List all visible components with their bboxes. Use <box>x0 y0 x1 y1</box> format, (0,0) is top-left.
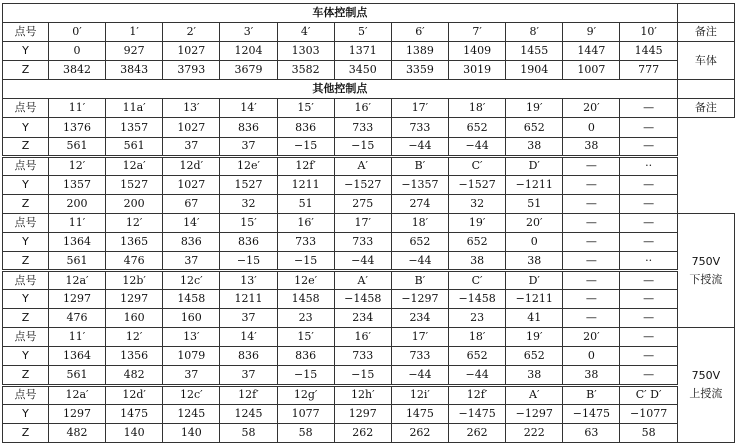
table-cell: ·· <box>620 156 677 175</box>
table-cell: −15 <box>277 252 334 271</box>
table-cell: 9′ <box>563 23 620 42</box>
table-cell: — <box>563 271 620 290</box>
table-cell: — <box>563 290 620 309</box>
table-cell: 1527 <box>106 175 163 194</box>
table-cell: 12c′ <box>163 385 220 404</box>
table-cell: 733 <box>334 118 391 137</box>
table-cell: — <box>563 156 620 175</box>
row-label: Z <box>3 61 49 80</box>
table-cell: −44 <box>391 366 448 385</box>
section-title: 其他控制点 <box>3 80 678 99</box>
table-cell: 0 <box>48 42 105 61</box>
table-row <box>3 194 735 213</box>
table-cell: 1211 <box>220 290 277 309</box>
table-cell: 12f′ <box>277 156 334 175</box>
remark-cell <box>677 213 734 327</box>
table-cell: 17′ <box>391 99 448 118</box>
table-cell: −1475 <box>449 404 506 423</box>
table-cell: C′ D′ <box>620 385 677 404</box>
table-cell: 12b′ <box>106 271 163 290</box>
table-cell: 11′ <box>48 328 105 347</box>
table-cell: 14′ <box>220 99 277 118</box>
row-label: Y <box>3 118 49 137</box>
table-cell: −44 <box>334 252 391 271</box>
table-row <box>3 175 735 194</box>
row-label: Z <box>3 194 49 213</box>
row-label: 点号 <box>3 328 49 347</box>
table-cell: — <box>620 309 677 328</box>
table-cell: — <box>620 366 677 385</box>
table-cell: 12′ <box>48 156 105 175</box>
table-cell: 38 <box>563 137 620 156</box>
table-cell: 1475 <box>391 404 448 423</box>
table-cell: 12a′ <box>48 271 105 290</box>
table-cell: 836 <box>163 232 220 251</box>
table-cell: — <box>620 328 677 347</box>
table-cell: −15 <box>277 137 334 156</box>
remark-line: 750V <box>691 254 721 268</box>
table-cell: 12a′ <box>48 385 105 404</box>
table-row <box>3 271 735 290</box>
remark-header: 备注 <box>677 99 734 118</box>
remark-cell <box>677 328 734 443</box>
table-cell: 836 <box>277 347 334 366</box>
table-cell: 12d′ <box>106 385 163 404</box>
table-cell: — <box>620 347 677 366</box>
table-cell: 1303 <box>277 42 334 61</box>
table-cell: 12e′ <box>277 271 334 290</box>
table-cell: 476 <box>48 309 105 328</box>
table-cell: 58 <box>620 423 677 442</box>
row-label: Z <box>3 423 49 442</box>
table-cell: 4′ <box>277 23 334 42</box>
table-cell: −1475 <box>563 404 620 423</box>
table-cell: 3842 <box>48 61 105 80</box>
table-cell: −44 <box>391 252 448 271</box>
table-cell: 561 <box>106 137 163 156</box>
table-cell: 38 <box>506 366 563 385</box>
table-cell: — <box>620 137 677 156</box>
table-row <box>3 118 735 137</box>
table-cell: 16′ <box>334 99 391 118</box>
table-cell: 1357 <box>106 118 163 137</box>
table-cell: — <box>620 194 677 213</box>
table-cell: 38 <box>506 252 563 271</box>
row-label: Y <box>3 347 49 366</box>
table-row <box>3 423 735 442</box>
table-cell: 200 <box>106 194 163 213</box>
table-cell: 1204 <box>220 42 277 61</box>
table-cell: 16′ <box>334 328 391 347</box>
row-label: Y <box>3 232 49 251</box>
table-cell: 37 <box>220 366 277 385</box>
table-cell: 836 <box>220 118 277 137</box>
table-cell: 37 <box>163 252 220 271</box>
table-cell: 12d′ <box>163 156 220 175</box>
table-cell: 274 <box>391 194 448 213</box>
table-cell: 234 <box>334 309 391 328</box>
table-cell: −15 <box>220 252 277 271</box>
table-cell: 836 <box>220 347 277 366</box>
table-cell: 476 <box>106 252 163 271</box>
table-cell: 0′ <box>48 23 105 42</box>
table-cell: D′ <box>506 271 563 290</box>
table-cell: 18′ <box>449 328 506 347</box>
table-cell: 1356 <box>106 347 163 366</box>
table-cell: B′ <box>391 156 448 175</box>
table-cell: 10′ <box>620 23 677 42</box>
table-cell: — <box>563 213 620 232</box>
table-cell: 1409 <box>449 42 506 61</box>
table-row <box>3 80 735 99</box>
table-cell: 12a′ <box>106 156 163 175</box>
table-cell: 733 <box>334 347 391 366</box>
table-cell: D′ <box>506 156 563 175</box>
table-cell: 1007 <box>563 61 620 80</box>
table-cell: 0 <box>563 118 620 137</box>
row-label: Z <box>3 252 49 271</box>
table-cell: 7′ <box>449 23 506 42</box>
table-cell: 19′ <box>449 213 506 232</box>
table-cell: 12g′ <box>277 385 334 404</box>
table-cell: 12h′ <box>334 385 391 404</box>
table-cell: 733 <box>391 347 448 366</box>
row-label: 点号 <box>3 385 49 404</box>
table-cell: 51 <box>277 194 334 213</box>
table-cell: — <box>563 194 620 213</box>
table-cell: 1027 <box>163 42 220 61</box>
table-cell: 927 <box>106 42 163 61</box>
table-cell: 140 <box>106 423 163 442</box>
table-cell: B′ <box>391 271 448 290</box>
table-cell: — <box>620 290 677 309</box>
table-cell: −1527 <box>334 175 391 194</box>
row-label: 点号 <box>3 271 49 290</box>
table-cell: 11′ <box>48 99 105 118</box>
table-cell: A′ <box>506 385 563 404</box>
table-cell: 12e′ <box>220 156 277 175</box>
table-cell: 20′ <box>563 328 620 347</box>
table-cell: 37 <box>220 309 277 328</box>
table-cell: 1′ <box>106 23 163 42</box>
table-cell: 8′ <box>506 23 563 42</box>
table-cell: 1027 <box>163 175 220 194</box>
remark-header-blank <box>677 80 734 99</box>
table-cell: 652 <box>506 118 563 137</box>
table-cell: 20′ <box>563 99 620 118</box>
table-cell: — <box>563 252 620 271</box>
row-label: Z <box>3 366 49 385</box>
table-cell: 12f′ <box>220 385 277 404</box>
table-row <box>3 385 735 404</box>
table-cell: 15′ <box>277 99 334 118</box>
table-cell: 2′ <box>163 23 220 42</box>
table-cell: 262 <box>334 423 391 442</box>
table-cell: 200 <box>48 194 105 213</box>
table-cell: 14′ <box>220 328 277 347</box>
table-cell: 12′ <box>106 328 163 347</box>
table-cell: 1211 <box>277 175 334 194</box>
table-cell: −1297 <box>506 404 563 423</box>
table-cell: 1364 <box>48 347 105 366</box>
table-cell: — <box>563 309 620 328</box>
table-cell: −1357 <box>391 175 448 194</box>
table-cell: 37 <box>163 366 220 385</box>
table-cell: 652 <box>506 347 563 366</box>
table-cell: 1297 <box>48 290 105 309</box>
table-cell: 12f′ <box>449 385 506 404</box>
table-cell: 1458 <box>163 290 220 309</box>
row-label: 点号 <box>3 156 49 175</box>
table-cell: 6′ <box>391 23 448 42</box>
table-row <box>3 309 735 328</box>
table-row <box>3 61 735 80</box>
table-cell: — <box>620 99 677 118</box>
table-cell: 58 <box>220 423 277 442</box>
table-cell: 17′ <box>334 213 391 232</box>
table-cell: — <box>563 232 620 251</box>
table-cell: −1077 <box>620 404 677 423</box>
table-cell: 1455 <box>506 42 563 61</box>
table-cell: 23 <box>449 309 506 328</box>
table-cell: −1211 <box>506 290 563 309</box>
table-cell: B′ <box>563 385 620 404</box>
row-label: Y <box>3 175 49 194</box>
row-label: 点号 <box>3 213 49 232</box>
table-cell: 1475 <box>106 404 163 423</box>
table-cell: 20′ <box>506 213 563 232</box>
table-row <box>3 252 735 271</box>
table-cell: −44 <box>391 137 448 156</box>
table-cell: 1357 <box>48 175 105 194</box>
table-cell: 262 <box>391 423 448 442</box>
table-cell: 1527 <box>220 175 277 194</box>
table-cell: 5′ <box>334 23 391 42</box>
table-cell: 15′ <box>277 328 334 347</box>
remark-header: 备注 <box>677 23 734 42</box>
row-label: Z <box>3 309 49 328</box>
table-cell: 18′ <box>391 213 448 232</box>
table-cell: 58 <box>277 423 334 442</box>
table-cell: 3679 <box>220 61 277 80</box>
table-cell: — <box>620 271 677 290</box>
table-cell: 1297 <box>334 404 391 423</box>
table-cell: 37 <box>220 137 277 156</box>
table-cell: 836 <box>220 232 277 251</box>
table-cell: 275 <box>334 194 391 213</box>
table-cell: 0 <box>506 232 563 251</box>
table-cell: A′ <box>334 271 391 290</box>
table-cell: 1297 <box>106 290 163 309</box>
table-cell: 12i′ <box>391 385 448 404</box>
table-cell: 482 <box>106 366 163 385</box>
table-cell: 16′ <box>277 213 334 232</box>
table-row <box>3 290 735 309</box>
table-cell: 1371 <box>334 42 391 61</box>
table-cell: 561 <box>48 137 105 156</box>
table-cell: 32 <box>449 194 506 213</box>
table-cell: 482 <box>48 423 105 442</box>
table-row <box>3 156 735 175</box>
table-cell: −1458 <box>449 290 506 309</box>
table-cell: 18′ <box>449 99 506 118</box>
table-row <box>3 42 735 61</box>
table-row <box>3 23 735 42</box>
table-cell: 1389 <box>391 42 448 61</box>
table-cell: 38 <box>506 137 563 156</box>
remark-cell: 车体 <box>677 42 734 80</box>
control-points-table <box>2 3 735 443</box>
table-cell: 17′ <box>391 328 448 347</box>
row-label: Y <box>3 404 49 423</box>
table-cell: −44 <box>449 137 506 156</box>
table-cell: 234 <box>391 309 448 328</box>
table-cell: 3′ <box>220 23 277 42</box>
row-label: Z <box>3 137 49 156</box>
table-row <box>3 99 735 118</box>
table-cell: — <box>620 232 677 251</box>
table-cell: 1445 <box>620 42 677 61</box>
table-cell: 1376 <box>48 118 105 137</box>
table-cell: 777 <box>620 61 677 80</box>
table-cell: 67 <box>163 194 220 213</box>
table-cell: −1458 <box>334 290 391 309</box>
table-cell: 13′ <box>163 99 220 118</box>
table-cell: 12c′ <box>163 271 220 290</box>
table-cell: −1527 <box>449 175 506 194</box>
table-cell: A′ <box>334 156 391 175</box>
table-row <box>3 232 735 251</box>
table-cell: −15 <box>277 366 334 385</box>
remark-line: 下授流 <box>689 272 723 286</box>
table-cell: 652 <box>449 347 506 366</box>
table-cell: 652 <box>391 232 448 251</box>
table-cell: 11′ <box>48 213 105 232</box>
table-cell: 561 <box>48 252 105 271</box>
table-cell: 1364 <box>48 232 105 251</box>
table-cell: 38 <box>563 366 620 385</box>
section-title: 车体控制点 <box>3 4 678 23</box>
table-cell: 1365 <box>106 232 163 251</box>
row-label: 点号 <box>3 99 49 118</box>
table-cell: 733 <box>391 118 448 137</box>
table-cell: 32 <box>220 194 277 213</box>
table-cell: −44 <box>449 366 506 385</box>
table-cell: 262 <box>449 423 506 442</box>
table-cell: 19′ <box>506 99 563 118</box>
table-cell: 160 <box>163 309 220 328</box>
table-cell: — <box>620 175 677 194</box>
table-row <box>3 328 735 347</box>
table-cell: C′ <box>449 156 506 175</box>
table-cell: 1027 <box>163 118 220 137</box>
table-cell: 733 <box>334 232 391 251</box>
table-cell: 38 <box>449 252 506 271</box>
table-cell: 1447 <box>563 42 620 61</box>
table-cell: — <box>563 175 620 194</box>
table-row <box>3 213 735 232</box>
table-cell: 733 <box>277 232 334 251</box>
row-label: Y <box>3 290 49 309</box>
row-label: 点号 <box>3 23 49 42</box>
table-cell: 1245 <box>220 404 277 423</box>
table-cell: 15′ <box>220 213 277 232</box>
remark-line: 750V <box>691 369 721 383</box>
table-cell: 11a′ <box>106 99 163 118</box>
table-row <box>3 366 735 385</box>
table-cell: −1297 <box>391 290 448 309</box>
table-cell: 652 <box>449 232 506 251</box>
table-cell: 160 <box>106 309 163 328</box>
row-label: Y <box>3 42 49 61</box>
table-row <box>3 404 735 423</box>
table-cell: 37 <box>163 137 220 156</box>
table-cell: 1079 <box>163 347 220 366</box>
table-cell: — <box>620 213 677 232</box>
table-cell: 13′ <box>163 328 220 347</box>
table-cell: −15 <box>334 366 391 385</box>
table-cell: 1904 <box>506 61 563 80</box>
table-cell: 3450 <box>334 61 391 80</box>
table-row <box>3 4 735 23</box>
table-cell: 19′ <box>506 328 563 347</box>
table-cell: 3843 <box>106 61 163 80</box>
table-cell: 51 <box>506 194 563 213</box>
table-cell: −15 <box>334 137 391 156</box>
table-cell: 14′ <box>163 213 220 232</box>
table-row <box>3 137 735 156</box>
table-cell: — <box>620 118 677 137</box>
table-cell: 23 <box>277 309 334 328</box>
table-cell: 222 <box>506 423 563 442</box>
table-row <box>3 347 735 366</box>
table-cell: 561 <box>48 366 105 385</box>
table-cell: 1077 <box>277 404 334 423</box>
table-cell: 3019 <box>449 61 506 80</box>
table-cell: ·· <box>620 252 677 271</box>
table-cell: 3582 <box>277 61 334 80</box>
remark-header-blank <box>677 4 734 23</box>
table-cell: 1245 <box>163 404 220 423</box>
table-cell: 652 <box>449 118 506 137</box>
table-cell: 836 <box>277 118 334 137</box>
table-cell: 12′ <box>106 213 163 232</box>
table-cell: 63 <box>563 423 620 442</box>
table-cell: 0 <box>563 347 620 366</box>
table-cell: 3793 <box>163 61 220 80</box>
table-cell: 13′ <box>220 271 277 290</box>
table-cell: −1211 <box>506 175 563 194</box>
table-cell: 41 <box>506 309 563 328</box>
table-cell: 1458 <box>277 290 334 309</box>
remark-line: 上授流 <box>689 387 723 401</box>
table-cell: 140 <box>163 423 220 442</box>
table-cell: 3359 <box>391 61 448 80</box>
table-cell: 1297 <box>48 404 105 423</box>
table-cell: C′ <box>449 271 506 290</box>
